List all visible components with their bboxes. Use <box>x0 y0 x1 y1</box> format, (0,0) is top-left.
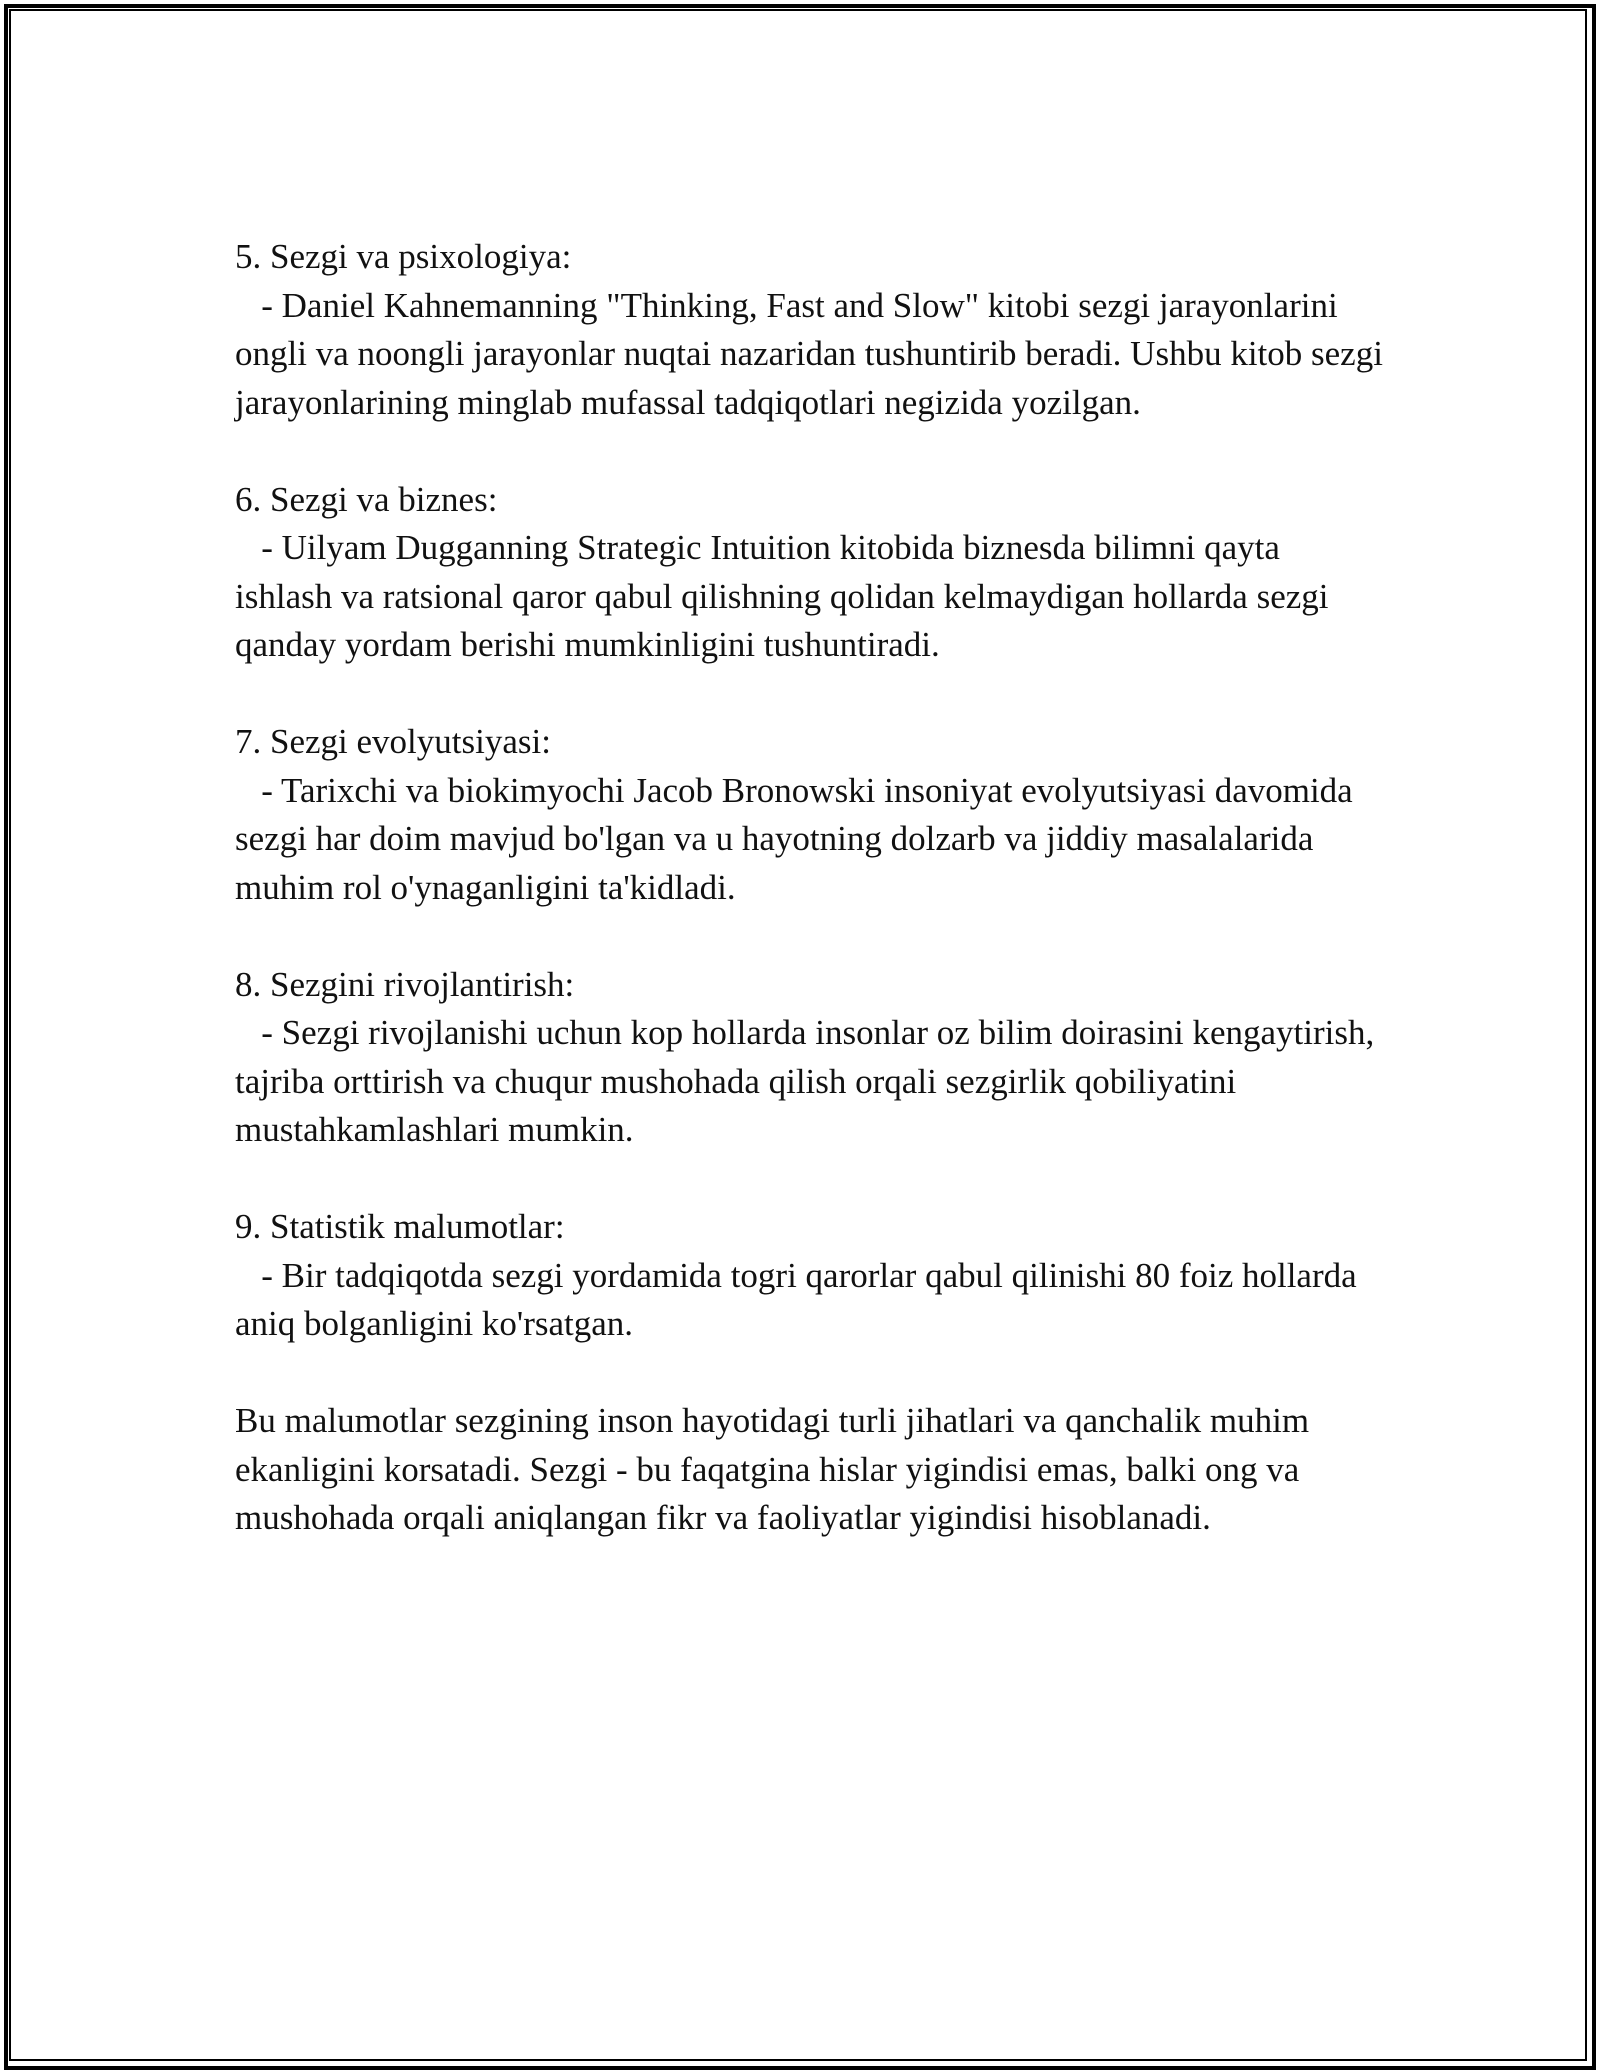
document-body <box>235 233 1392 1543</box>
section-heading: 6. Sezgi va biznes: <box>235 479 498 519</box>
section-heading: 7. Sezgi evolyutsiyasi: <box>235 722 551 761</box>
closing-paragraph: Bu malumotlar sezgining inson hayotidagi turli jihatlari va qanchalik muhim ekanligini korsatadi. Sezgi - bu faqatgina hislar yigindisi emas, balki ong va mushohada orqali aniqlangan fikr va faoliyatlar yigindisi hisoblanadi. <box>235 1401 1318 1537</box>
section-statistics <box>235 1203 1385 1349</box>
section-evolution <box>235 718 1385 912</box>
section-body: - Sezgi rivojlanishi uchun kop hollarda insonlar oz bilim doirasini kengaytirish, tajriba orttirish va chuqur mushohada qilish orqali sezgirlik qobiliyatini mustahkamlashlari mumkin. <box>235 1013 1383 1149</box>
section-body: - Daniel Kahnemanning "Thinking, Fast and Slow" kitobi sezgi jarayonlarini ongli va noongli jarayonlar nuqtai nazaridan tushuntirib beradi. Ushbu kitob sezgi jarayonlarining minglab mufassal tadqiqotlari negizida yozilgan. <box>235 285 1392 422</box>
section-development <box>235 961 1385 1155</box>
section-heading: 8. Sezgini rivojlantirish: <box>235 964 575 1004</box>
section-psychology <box>235 233 1392 427</box>
section-body: - Bir tadqiqotda sezgi yordamida togri qarorlar qabul qilinishi 80 foiz hollarda aniq bolganligini ko'rsatgan. <box>235 1255 1366 1343</box>
section-body: - Tarixchi va biokimyochi Jacob Bronowski insoniyat evolyutsiyasi davomida sezgi har doim mavjud bo'lgan va u hayotning dolzarb va jiddiy masalalarida muhim rol o'ynaganligini ta'kidladi. <box>235 770 1362 907</box>
section-business <box>235 476 1385 670</box>
section-body: - Uilyam Dugganning Strategic Intuition kitobida biznesda bilimni qayta ishlash va ratsional qaror qabul qilishning qolidan kelmaydigan hollarda sezgi qanday yordam berishi mumkinligini tushuntiradi. <box>235 528 1338 664</box>
section-heading: 5. Sezgi va psixologiya: <box>235 237 572 276</box>
section-heading: 9. Statistik malumotlar: <box>235 1207 565 1246</box>
